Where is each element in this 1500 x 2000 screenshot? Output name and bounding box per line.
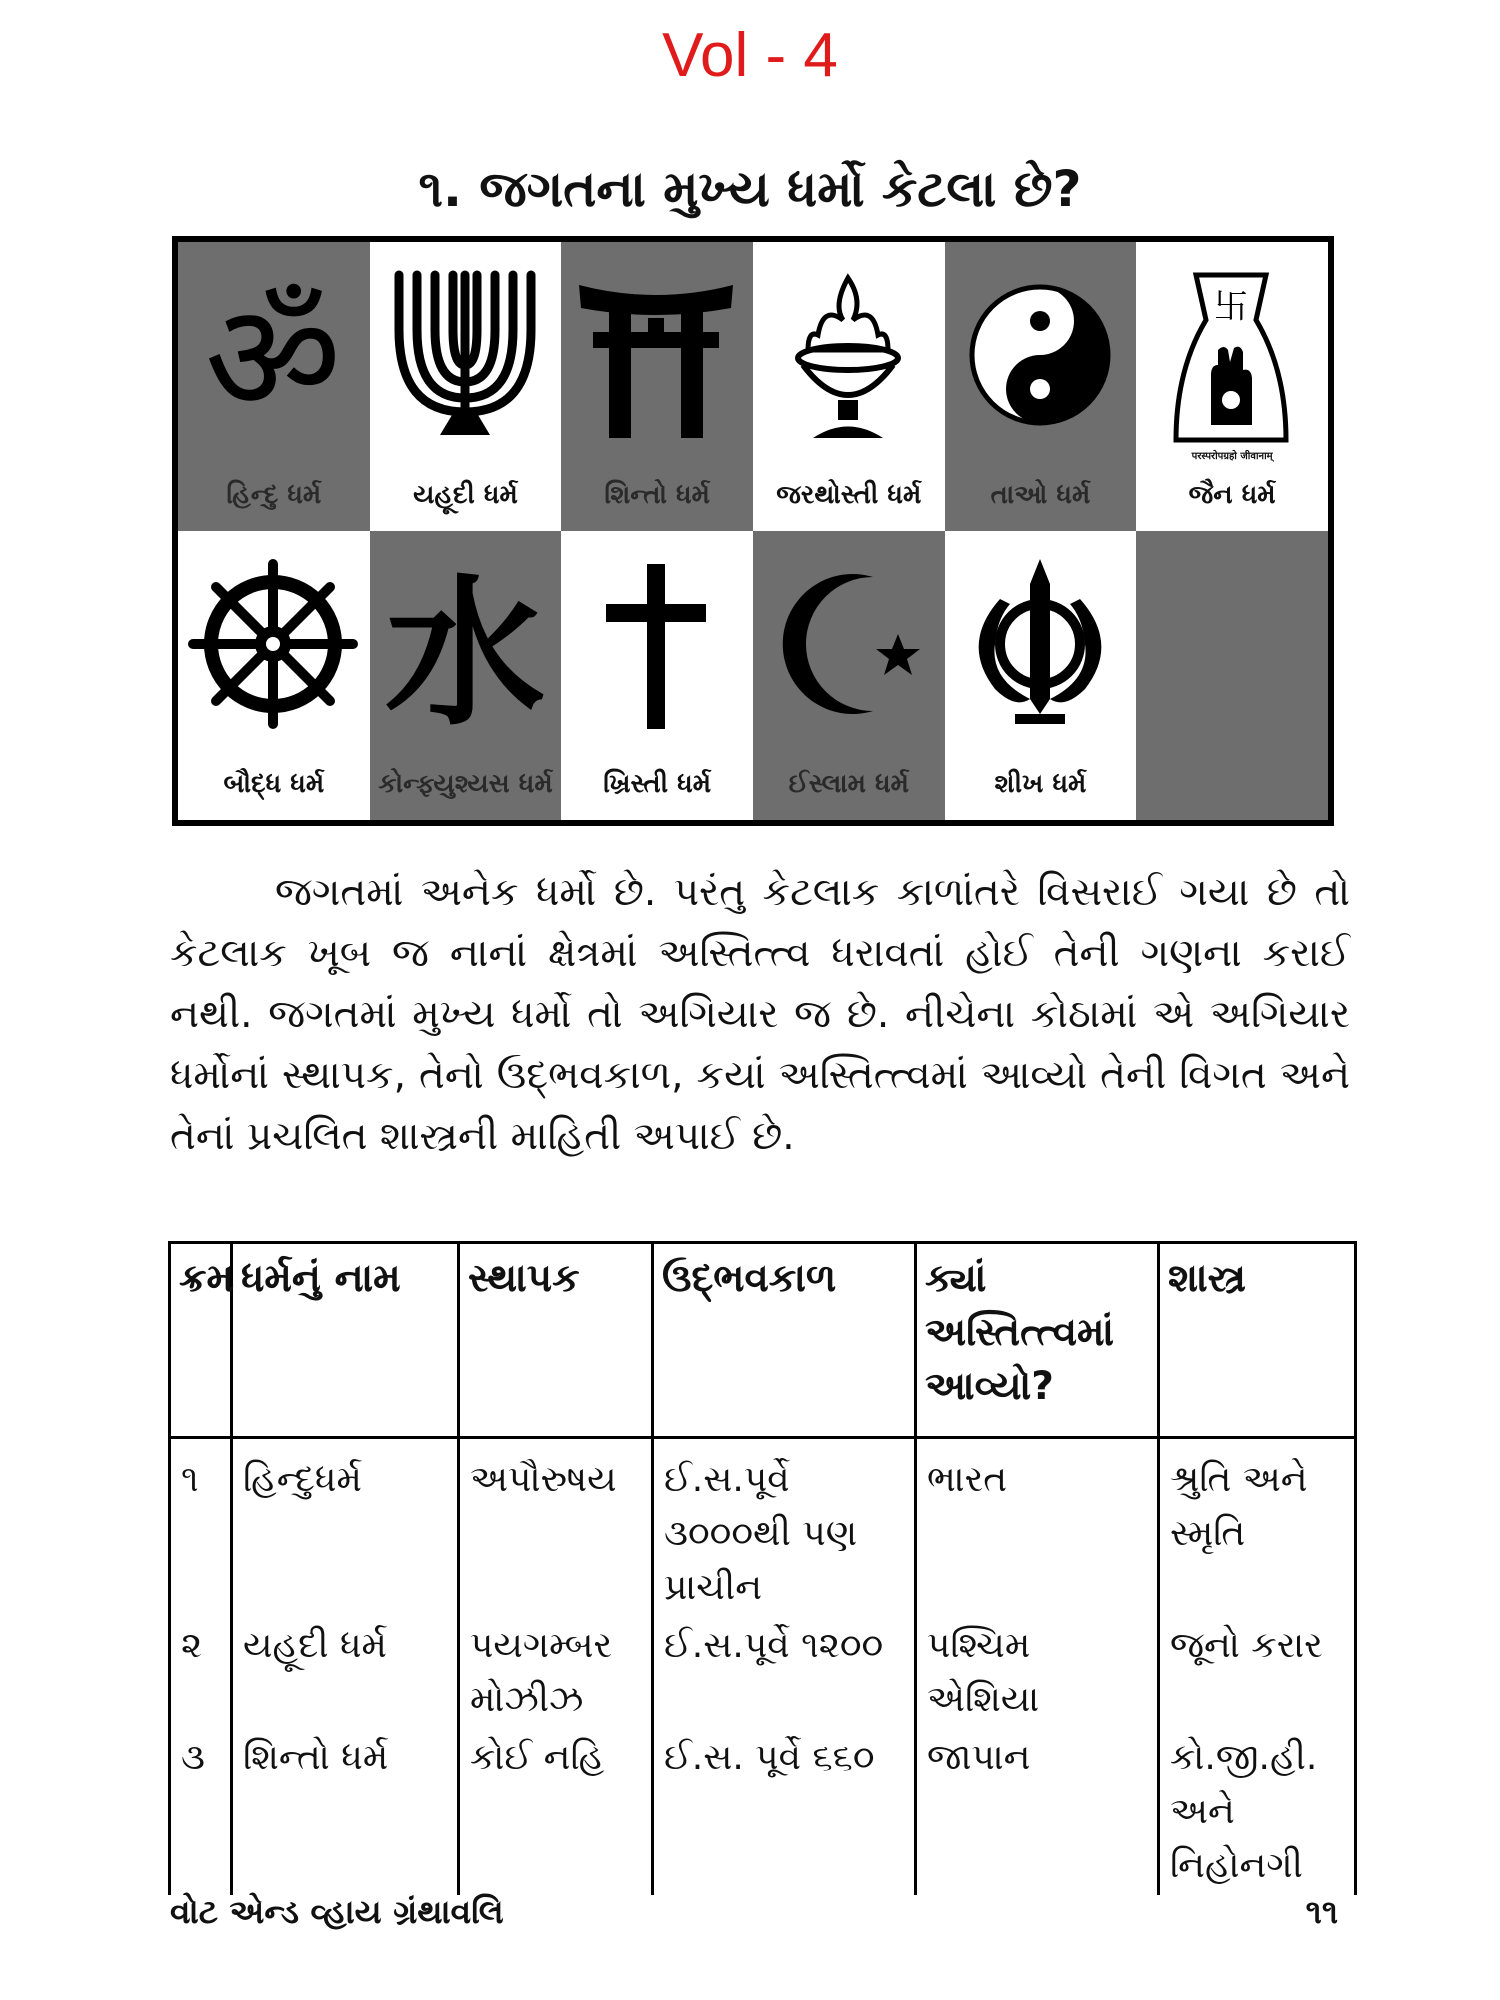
table-row [170,1438,1356,1618]
dharma-wheel-icon [188,549,358,739]
table-cell: કોઈ નહિ [459,1729,653,1895]
table-cell: જૂનો કરાર [1159,1617,1356,1729]
religion-cell-hindu [178,242,370,531]
table-cell: અપૌરુષય [459,1438,653,1618]
religion-label: શિન્તો ધર્મ [604,480,711,510]
religion-cell-islam [753,531,945,820]
column-header: ધર્મનું નામ [232,1243,459,1438]
table-cell: શ્રુતિ અને સ્મૃતિ [1159,1438,1356,1618]
column-header: સ્થાપક [459,1243,653,1438]
religion-cell-jain [1136,242,1328,531]
religion-cell-zoroastrian [753,242,945,531]
religion-cell-buddhism [178,531,370,820]
religion-label: યહૂદી ધર્મ [413,480,518,510]
svg-text:卐: 卐 [1214,287,1249,327]
menorah-icon [380,260,550,450]
table-row [170,1729,1356,1895]
religion-label: જૈન ધર્મ [1188,480,1276,510]
table-cell: જાપાન [916,1729,1159,1895]
religion-symbols-grid [172,236,1334,826]
table-cell: હિન્દુધર્મ [232,1438,459,1618]
column-header: ક્યાં અસ્તિત્ત્વમાં આવ્યો? [916,1243,1159,1438]
column-header: ઉદ્ભવકાળ [653,1243,916,1438]
religion-label: તાઓ ધર્મ [990,480,1091,510]
svg-text:ॐ: ॐ [204,272,342,446]
jain-hand-icon [1146,260,1316,450]
religion-cell-shinto [561,242,753,531]
table-cell: શિન્તો ધર્મ [232,1729,459,1895]
religion-label: ઈસ્લામ ધર્મ [788,769,909,799]
yin-yang-icon [955,260,1125,450]
table-cell: ઈ.સ. પૂર્વે ૬૬૦ [653,1729,916,1895]
table-header-row [170,1243,1356,1438]
table-cell: યહૂદી ધર્મ [232,1617,459,1729]
religion-label: કોન્ફ્યુશ્યસ ધર્મ [378,769,553,799]
crescent-star-icon [763,549,933,739]
table-cell: પયગમ્બર મોઝીઝ [459,1617,653,1729]
table-cell: ૨ [170,1617,232,1729]
khanda-icon [955,549,1125,739]
jain-motto: परस्परोपग्रहो जीवानाम् [1191,451,1273,462]
religion-cell-taoism [945,242,1137,531]
religion-cell-christianity [561,531,753,820]
torii-gate-icon [571,260,741,450]
religion-label: હિન્દુ ધર્મ [226,480,322,510]
fire-altar-icon [763,260,933,450]
page-title: ૧. જગતના મુખ્ય ધર્મો કેટલા છે? [418,160,1082,218]
religion-label: બૌદ્ધ ધર્મ [223,769,325,799]
religion-label: ખ્રિસ્તી ધર્મ [603,769,712,799]
table-cell: ૩ [170,1729,232,1895]
column-header: શાસ્ત્ર [1159,1243,1356,1438]
religion-cell-confucianism [370,531,562,820]
religion-label: શીખ ધર્મ [994,769,1087,799]
table-cell: પશ્ચિમ એશિયા [916,1617,1159,1729]
religion-label: જરથોસ્તી ધર્મ [776,480,922,510]
om-icon [188,260,358,450]
religion-cell-sikhism [945,531,1137,820]
table-cell: કો.જી.હી. અને નિહોનગી [1159,1729,1356,1895]
page-number: ૧૧ [1305,1892,1338,1931]
intro-paragraph: જગતમાં અનેક ધર્મો છે. પરંતુ કેટલાક કાળાંતરે વિસરાઈ ગયા છે તો કેટલાક ખૂબ જ નાનાં ક્ષેત્રમાં અસ્તિત્ત્વ ધરાવતાં હોઈ તેની ગણના કરાઈ નથી. જગતમાં મુખ્ય ધર્મો તો અગિયાર જ છે. નીચેના કોઠામાં એ અગિયાર ધર્મોનાં સ્થાપક, તેનો ઉદ્ભવકાળ, કયાં અસ્તિત્ત્વમાં આવ્યો તેની વિગત અને તેનાં પ્રચલિત શાસ્ત્રની માહિતી અપાઈ છે. [170,870,1350,1159]
table-cell: ઈ.સ.પૂર્વે ૧૨૦૦ [653,1617,916,1729]
confucius-character-icon [380,549,550,739]
religion-cell-judaism [370,242,562,531]
column-header: ક્રમ [170,1243,232,1438]
table-cell: ૧ [170,1438,232,1618]
volume-label: Vol - 4 [662,21,838,90]
table-row [170,1617,1356,1729]
table-cell: ઈ.સ.પૂર્વે ૩૦૦૦થી પણ પ્રાચીન [653,1438,916,1618]
table-cell: ભારત [916,1438,1159,1618]
empty-cell [1136,531,1328,820]
cross-icon [571,549,741,739]
svg-text:水: 水 [384,560,545,739]
religions-table [168,1241,1357,1895]
series-name: વોટ એન્ડ વ્હાય ગ્રંથાવલિ [170,1892,504,1931]
